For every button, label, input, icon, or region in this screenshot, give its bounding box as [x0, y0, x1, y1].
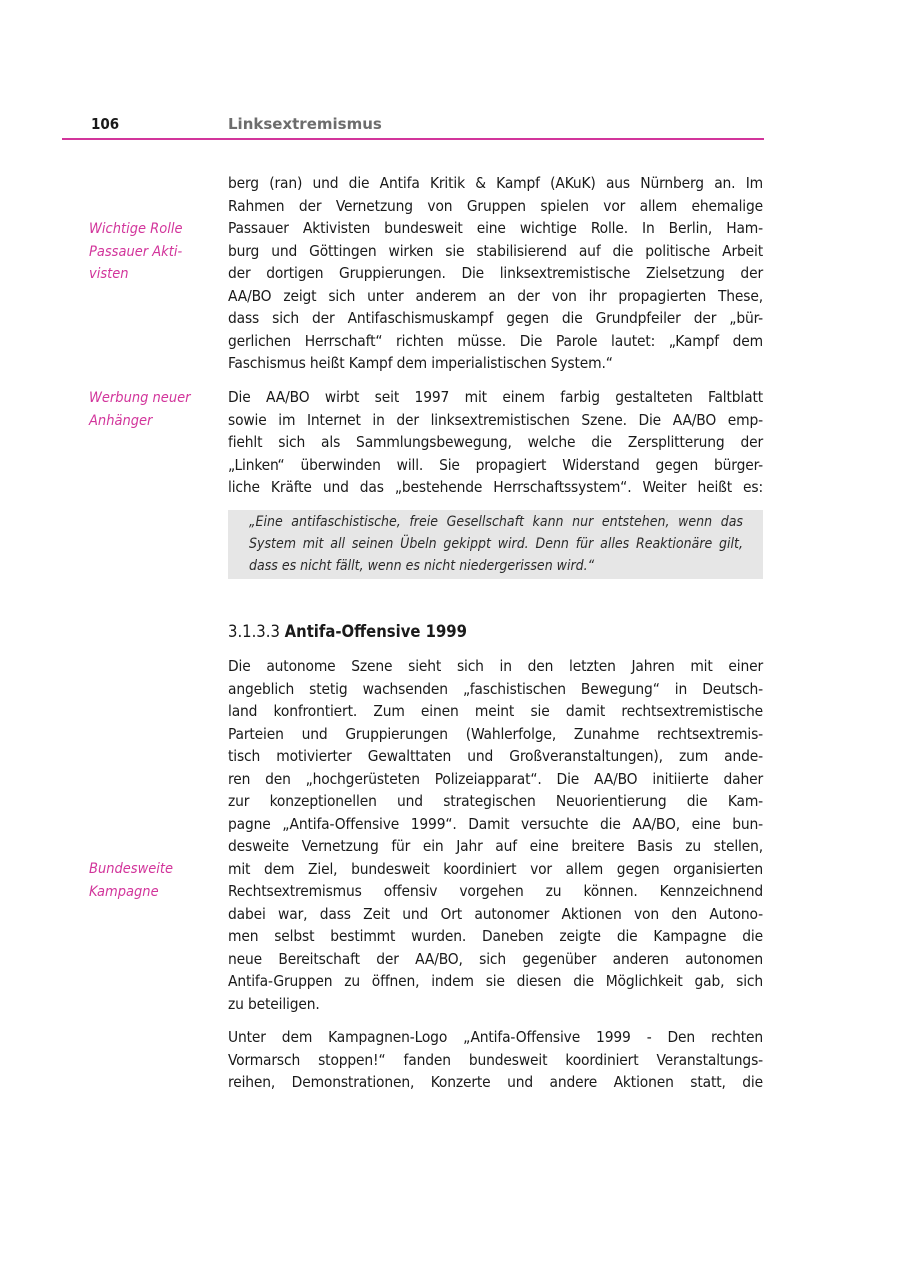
text-line: mit dem Ziel, bundesweit koordiniert vor allem gegen organisierten	[228, 859, 763, 878]
text-line: berg (ran) und die Antifa Kritik & Kampf (AKuK) aus Nürnberg an. Im	[228, 174, 763, 192]
text-line: Vormarsch stoppen!“ fanden bundesweit koordiniert Veranstaltungs-	[228, 1050, 763, 1069]
text-line: land konfrontiert. Zum einen meint sie damit rechtsextremistische	[228, 702, 763, 720]
margin-note-line: Kampagne	[89, 883, 159, 900]
quote-block	[228, 510, 763, 579]
paragraph-4	[228, 1026, 763, 1094]
text-line: Rechtsextremismus offensiv vorgehen zu können. Kennzeichnend	[228, 882, 763, 900]
text-line: men selbst bestimmt wurden. Daneben zeigte die Kampagne die	[228, 927, 763, 945]
margin-note-line: Anhänger	[89, 412, 153, 429]
margin-note-line: Passauer Akti-	[89, 243, 183, 260]
margin-note-wichtige-rolle	[89, 218, 214, 286]
section-title: Antifa-Offensive 1999	[284, 622, 467, 641]
running-title: Linksextremismus	[228, 115, 382, 133]
text-line: AA/BO zeigt sich unter anderem an der von ihr propagierten These,	[228, 286, 763, 305]
margin-note-line: visten	[89, 266, 129, 282]
text-line: gerlichen Herrschaft“ richten müsse. Die Parole lautet: „Kampf dem	[228, 331, 763, 350]
text-line: fiehlt sich als Sammlungsbewegung, welche die Zersplitterung der	[228, 433, 763, 451]
text-line: Parteien und Gruppierungen (Wahlerfolge, Zunahme rechtsextremis-	[228, 724, 763, 743]
text-line: pagne „Antifa-Offensive 1999“. Damit versuchte die AA/BO, eine bun-	[228, 814, 763, 833]
quote-line: dass es nicht fällt, wenn es nicht niedergerissen wird.“	[249, 558, 595, 574]
paragraph-3	[228, 655, 763, 1015]
text-line: angeblich stetig wachsenden „faschistischen Bewegung“ in Deutsch-	[228, 679, 763, 698]
text-line: reihen, Demonstrationen, Konzerte und andere Aktionen statt, die	[228, 1073, 763, 1091]
section-number: 3.1.3.3	[228, 622, 280, 641]
text-line: neue Bereitschaft der AA/BO, sich gegenüber anderen autonomen	[228, 949, 763, 968]
quote-line: System mit all seinen Übeln gekippt wird. Denn für alles Reaktionäre gilt,	[249, 536, 743, 552]
quote-line: „Eine antifaschistische, freie Gesellschaft kann nur entstehen, wenn das	[249, 514, 743, 530]
text-line: Rahmen der Vernetzung von Gruppen spielen vor allem ehemalige	[228, 196, 763, 215]
text-line: desweite Vernetzung für ein Jahr auf eine breitere Basis zu stellen,	[228, 837, 763, 855]
page-number: 106	[91, 115, 120, 133]
text-line: Die AA/BO wirbt seit 1997 mit einem farbig gestalteten Faltblatt	[228, 388, 763, 406]
margin-note-werbung	[89, 387, 214, 432]
text-line: Antifa-Gruppen zu öffnen, indem sie diesen die Möglichkeit gab, sich	[228, 972, 763, 990]
text-line: tisch motivierter Gewalttaten und Großveranstaltungen), zum ande-	[228, 747, 763, 765]
margin-note-line: Bundesweite	[89, 861, 174, 877]
text-line: dass sich der Antifaschismuskampf gegen die Grundpfeiler der „bür-	[228, 309, 763, 327]
text-line: zu beteiligen.	[228, 994, 320, 1013]
text-line: zur konzeptionellen und strategischen Neuorientierung die Kam-	[228, 792, 763, 810]
section-heading	[228, 622, 467, 641]
text-line: Die autonome Szene sieht sich in den letzten Jahren mit einer	[228, 657, 763, 675]
text-line: liche Kräfte und das „bestehende Herrschaftssystem“. Weiter heißt es:	[228, 478, 763, 496]
text-line: ren den „hochgerüsteten Polizeiapparat“. Die AA/BO initiierte daher	[228, 769, 763, 788]
margin-note-bundesweite-kampagne	[89, 858, 214, 903]
margin-note-line: Werbung neuer	[89, 390, 191, 406]
text-line: dabei war, dass Zeit und Ort autonomer Aktionen von den Autono-	[228, 904, 763, 923]
margin-note-line: Wichtige Rolle	[89, 221, 183, 237]
text-line: der dortigen Gruppierungen. Die linksextremistische Zielsetzung der	[228, 264, 763, 282]
text-line: Passauer Aktivisten bundesweit eine wichtige Rolle. In Berlin, Ham-	[228, 219, 763, 237]
text-line: Faschismus heißt Kampf dem imperialistischen System.“	[228, 354, 613, 372]
paragraph-2	[228, 386, 763, 499]
text-line: Unter dem Kampagnen-Logo „Antifa-Offensive 1999 - Den rechten	[228, 1028, 763, 1046]
paragraph-1	[228, 172, 763, 375]
page-header	[62, 112, 764, 140]
text-line: sowie im Internet in der linksextremistischen Szene. Die AA/BO emp-	[228, 410, 763, 429]
text-line: burg und Göttingen wirken sie stabilisierend auf die politische Arbeit	[228, 241, 763, 260]
text-line: „Linken“ überwinden will. Sie propagiert Widerstand gegen bürger-	[228, 455, 763, 474]
